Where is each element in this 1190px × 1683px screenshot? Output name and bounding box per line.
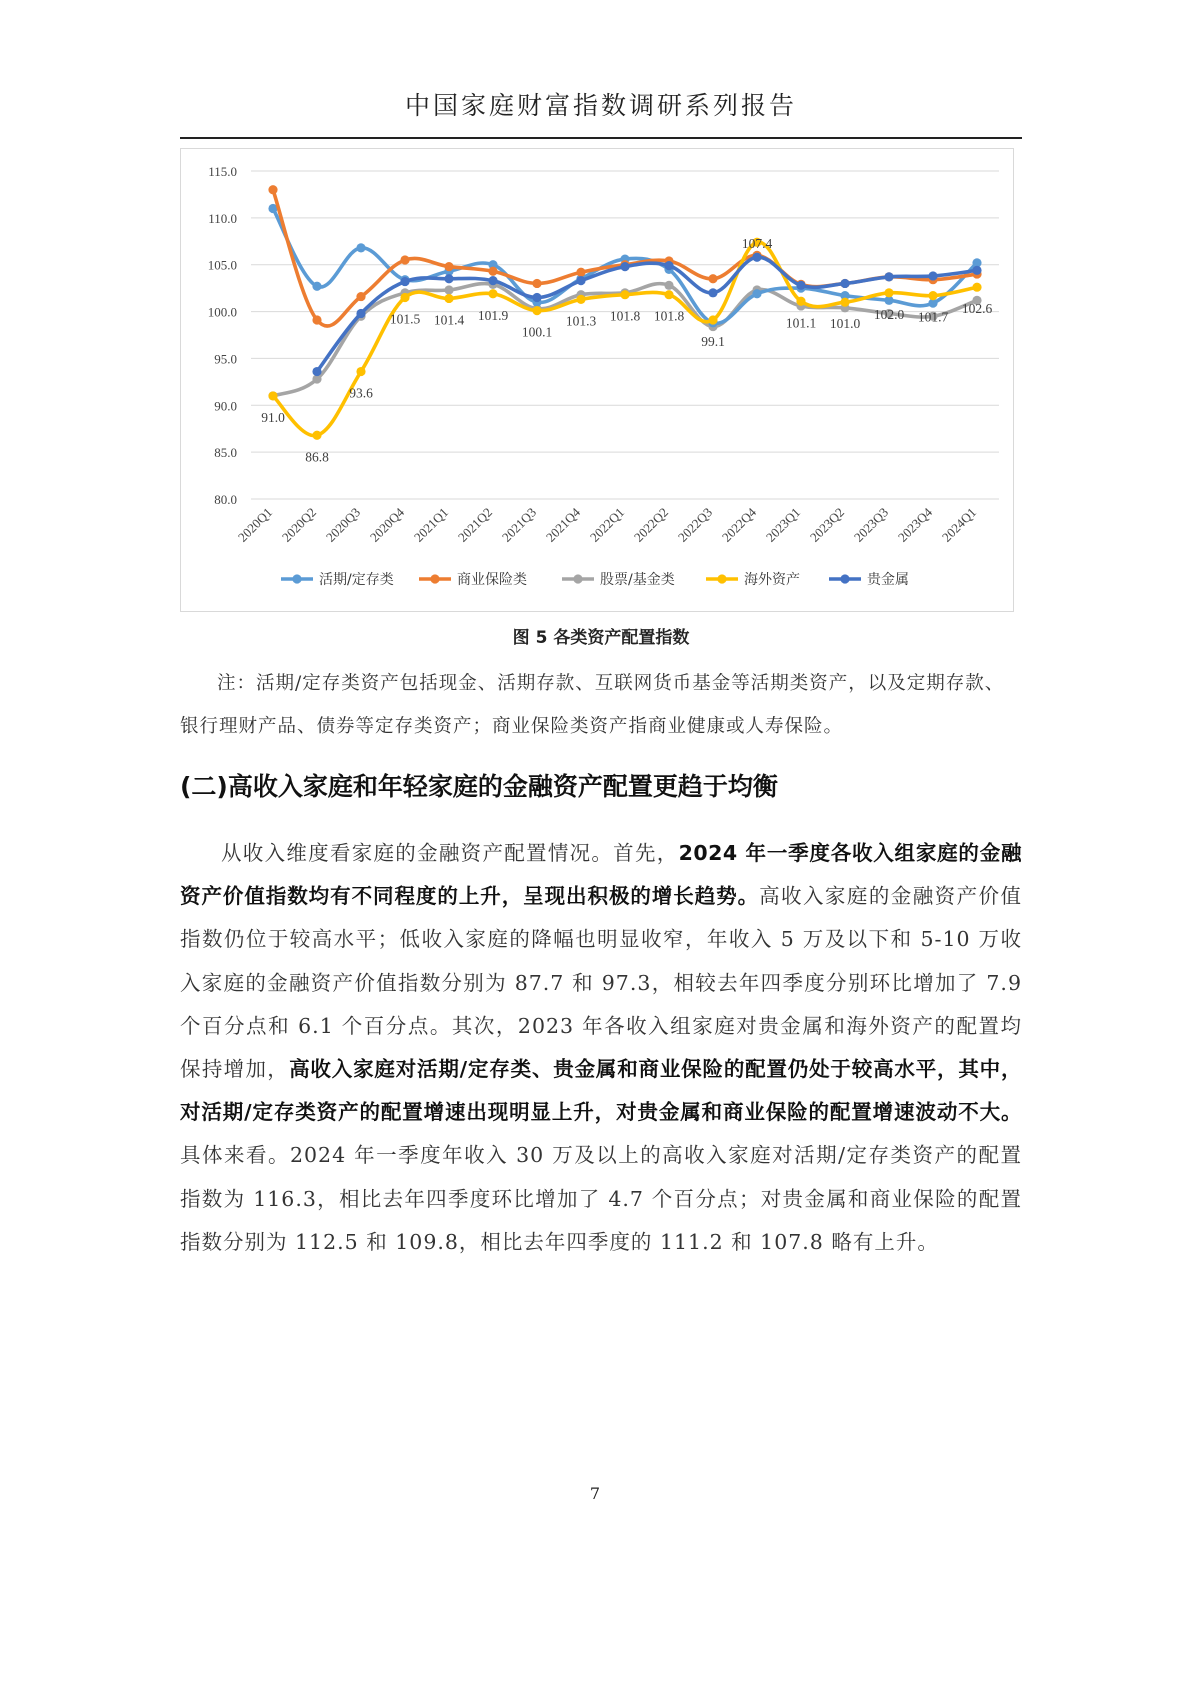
x-tick-label: 2021Q4 <box>542 504 584 545</box>
asset-allocation-chart <box>180 148 1014 612</box>
y-tick-label: 115.0 <box>208 164 237 179</box>
data-point <box>620 290 629 299</box>
y-tick-label: 85.0 <box>214 445 237 461</box>
data-label: 107.4 <box>741 236 773 252</box>
x-tick-label: 2023Q4 <box>894 504 936 545</box>
data-label: 101.8 <box>653 308 685 324</box>
data-point <box>708 315 717 324</box>
data-point <box>356 292 365 301</box>
page-number: 7 <box>589 1484 601 1503</box>
data-label: 93.6 <box>349 385 373 401</box>
data-point <box>928 271 937 280</box>
data-point <box>972 266 981 275</box>
paragraph-text-1: 从收入维度看家庭的金融资产配置情况。首先， <box>221 841 679 865</box>
x-tick-label: 2021Q3 <box>498 504 540 545</box>
data-label: 101.8 <box>609 308 641 324</box>
data-point <box>444 294 453 303</box>
y-tick-label: 95.0 <box>214 351 237 367</box>
data-label: 102.0 <box>873 306 905 322</box>
data-point <box>796 297 805 306</box>
data-point <box>400 277 409 286</box>
data-point <box>796 281 805 290</box>
data-point <box>884 272 893 281</box>
y-tick-label: 100.0 <box>207 304 237 320</box>
data-point <box>664 281 673 290</box>
legend-swatch-marker <box>292 574 301 583</box>
data-label: 91.0 <box>261 409 285 425</box>
x-tick-label: 2020Q4 <box>366 504 408 545</box>
header-divider <box>180 137 1022 139</box>
x-tick-label: 2021Q2 <box>454 504 496 545</box>
data-point <box>972 283 981 292</box>
data-label: 101.7 <box>917 309 949 325</box>
x-tick-label: 2023Q2 <box>806 504 848 545</box>
x-tick-label: 2023Q3 <box>850 504 892 545</box>
x-tick-label: 2022Q4 <box>718 504 760 545</box>
data-point <box>708 288 717 297</box>
data-label: 100.1 <box>521 324 553 340</box>
data-point <box>356 243 365 252</box>
data-point <box>752 289 761 298</box>
report-header: 中国家庭财富指数调研系列报告 <box>404 91 797 120</box>
data-point <box>884 288 893 297</box>
data-point <box>708 274 717 283</box>
section-heading: (二)高收入家庭和年轻家庭的金融资产配置更趋于均衡 <box>180 772 778 801</box>
data-point <box>664 290 673 299</box>
paragraph-text-3: 具体来看。2024 年一季度年收入 30 万及以上的高收入家庭对活期/定存类资产的配置指数为 116.3，相比去年四季度环比增加了 4.7 个百分点；对贵金属和商业保险的配置指数分别为 112.5 和 109.8，相比去年四季度的 111.2 和 107.8 略有上升。 <box>180 1143 1022 1254</box>
data-point <box>444 285 453 294</box>
x-tick-label: 2021Q1 <box>410 504 452 545</box>
data-point <box>356 367 365 376</box>
legend-label: 海外资产 <box>744 572 800 588</box>
y-tick-label: 80.0 <box>214 492 237 507</box>
paragraph-text-2: 高收入家庭的金融资产价值指数仍位于较高水平；低收入家庭的降幅也明显收窄，年收入 5 万及以下和 5-10 万收入家庭的金融资产价值指数分别为 87.7 和 97.3，相较去年四季度分别环比增加了 7.9 个百分点和 6.1 个百分点。其次，2023 年各收入组家庭对贵金属和海外资产的配置均保持增加， <box>180 884 1022 1082</box>
data-point <box>752 253 761 262</box>
legend-label: 贵金属 <box>867 572 909 588</box>
data-point <box>444 274 453 283</box>
y-tick-label: 90.0 <box>214 398 237 414</box>
data-label: 101.9 <box>477 307 509 323</box>
data-point <box>488 267 497 276</box>
figure-note: 注：活期/定存类资产包括现金、活期存款、互联网货币基金等活期类资产，以及定期存款、银行理财产品、债券等定存类资产；商业保险类资产指商业健康或人寿保险。 <box>180 673 1005 737</box>
figure-caption: 图 5 各类资产配置指数 <box>512 628 690 648</box>
data-point <box>312 315 321 324</box>
data-point <box>488 289 497 298</box>
legend-swatch-marker <box>717 574 726 583</box>
x-tick-label: 2022Q2 <box>630 504 672 545</box>
data-label: 101.4 <box>433 312 465 328</box>
data-point <box>620 262 629 271</box>
x-tick-label: 2022Q3 <box>674 504 716 545</box>
x-tick-label: 2023Q1 <box>762 504 804 545</box>
paragraph-bold-2: 高收入家庭对活期/定存类、贵金属和商业保险的配置仍处于较高水平，其中，对活期/定存类资产的配置增速出现明显上升，对贵金属和商业保险的配置增速波动不大。 <box>180 1057 1022 1125</box>
legend-swatch-marker <box>430 574 439 583</box>
data-point <box>928 291 937 300</box>
data-label: 101.1 <box>785 315 817 331</box>
line-chart-svg <box>181 149 1013 611</box>
data-point <box>268 391 277 400</box>
data-point <box>576 295 585 304</box>
x-tick-label: 2022Q1 <box>586 504 628 545</box>
data-point <box>532 293 541 302</box>
data-point <box>312 282 321 291</box>
y-tick-label: 105.0 <box>207 257 237 273</box>
data-label: 101.0 <box>829 316 861 332</box>
data-point <box>400 293 409 302</box>
data-point <box>576 268 585 277</box>
data-point <box>488 276 497 285</box>
data-point <box>268 185 277 194</box>
data-point <box>312 431 321 440</box>
data-point <box>576 276 585 285</box>
legend-label: 股票/基金类 <box>600 572 675 588</box>
x-tick-label: 2020Q1 <box>234 504 276 545</box>
data-label: 99.1 <box>701 334 725 350</box>
x-tick-label: 2024Q1 <box>938 504 980 545</box>
legend-label: 活期/定存类 <box>319 572 394 588</box>
legend-swatch-marker <box>573 574 582 583</box>
data-label: 86.8 <box>305 449 329 465</box>
data-point <box>840 298 849 307</box>
data-label: 102.6 <box>961 301 993 317</box>
legend-swatch-marker <box>840 574 849 583</box>
data-point <box>400 255 409 264</box>
x-tick-label: 2020Q3 <box>322 504 364 545</box>
y-tick-label: 110.0 <box>208 210 237 226</box>
body-paragraph <box>180 832 1022 1264</box>
data-point <box>840 279 849 288</box>
data-label: 101.3 <box>565 313 597 329</box>
data-point <box>356 309 365 318</box>
x-tick-label: 2020Q2 <box>278 504 320 545</box>
data-label: 101.5 <box>389 311 421 327</box>
legend-label: 商业保险类 <box>457 572 527 588</box>
paragraph-bold-1: 2024 年一季度各收入组家庭的金融资产价值指数均有不同程度的上升，呈现出积极的增长趋势。 <box>180 841 1023 909</box>
data-point <box>532 306 541 315</box>
data-point <box>312 367 321 376</box>
data-point <box>444 262 453 271</box>
data-point <box>664 261 673 270</box>
data-point <box>532 279 541 288</box>
